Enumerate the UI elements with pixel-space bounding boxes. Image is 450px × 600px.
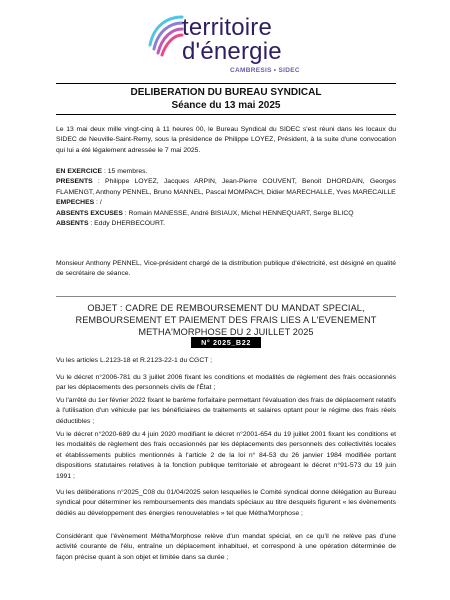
deliberation-title: DELIBERATION DU BUREAU SYNDICAL [130, 87, 322, 98]
excuses-value: : Romain MANESSE, André BISIAUX, Michel HENNEQUART, Serge BLICQ [122, 209, 354, 217]
excuses-label: ABSENTS EXCUSES [56, 209, 123, 217]
paragraph-1: Vu les articles L.2123-18 et R.2123-22-1 du CGCT ; [56, 357, 213, 364]
presents-value: : Philippe LOYEZ, Jacques ARPIN, Jean-Pierre COUVENT, Benoit DHORDAIN, Georges FLAMENGT, Anthony PENNEL, Bruno MANNEL, Pascal MOMPACH, Didier MARECHALLE, Yves MARECAILLE [56, 178, 396, 196]
logo-text-line2: d'énergie [182, 38, 282, 65]
section-divider [56, 296, 396, 297]
exercice-label: EN EXERCICE [56, 168, 103, 175]
presents-label: PRESENTS [56, 178, 93, 186]
paragraph-6: Considérant que l'évènement Métha'Morphose relève d'un mandat spécial, en ce qu'il ne relève pas d'une activité courante de l'élu, entraîne un déplacement inhabituel, et correspond à une opération déterminée de façon précise quant à son objet et limitée dans sa durée ; [56, 533, 396, 561]
session-date: Séance du 13 mai 2025 [171, 100, 281, 111]
deliberation-number-badge: N° 2025_B22 [191, 337, 261, 348]
absents-value: : Eddy DHERBECOURT. [88, 220, 166, 228]
logo-mark-icon [142, 13, 186, 57]
objet-heading: OBJET : CADRE DE REMBOURSEMENT DU MANDAT SPECIAL, REMBOURSEMENT ET PAIEMENT DES FRAIS LIES A L'EVENEMENT METHA'MORPHOSE DU 2 JUILLET 2025 [75, 303, 377, 337]
attendance-empeches [56, 198, 396, 208]
logo-text-line1: territoire [182, 14, 273, 41]
attendance-block [56, 167, 396, 229]
empeches-label: EMPECHES [56, 199, 95, 207]
logo-subtitle: CAMBRESIS • SIDEC [230, 67, 300, 74]
paragraph-5: Vu les délibérations n°2025_C08 du 01/04/2025 selon lesquelles le Comité syndical donne délégation au Bureau syndical pour déterminer les remboursements des mandats spéciaux au titre desquels figurent « les évènements dédiés au développement des énergies renouvelables » tel que Métha'Morphose ; [56, 489, 396, 517]
empeches-value: : / [94, 199, 102, 207]
paragraph-3: Vu l'arrêté du 1er février 2022 fixant le barème forfaitaire permettant l'évaluation des frais de déplacement relatifs à l'utilisation d'un véhicule par les bénéficiaires de traitements et salaires optant pour le régime des frais réels déductibles ; [56, 397, 396, 425]
logo [142, 13, 312, 75]
exercice-value: : 15 membres. [102, 168, 148, 175]
paragraph-2: Vu le décret n°2006-781 du 3 juillet 2006 fixant les conditions et modalités de règlement des frais occasionnés par les déplacements des personnels civils de l'État ; [56, 374, 396, 392]
deliberation-title-box [56, 83, 396, 115]
attendance-presents [56, 177, 396, 198]
attendance-excuses [56, 209, 396, 219]
attendance-absents [56, 219, 396, 229]
attendance-exercice [56, 167, 396, 177]
absents-label: ABSENTS [56, 220, 89, 228]
paragraph-4: Vu le décret n°2020-689 du 4 juin 2020 modifiant le décret n°2001-654 du 19 juillet 2001 fixant les conditions et les modalités de règlement des frais occasionnés par les déplacements des personnels des collectivités locales et établissements publics mentionnés à l'article 2 de la loi n° 84-53 du 26 janvier 1984 modifiée portant dispositions statutaires relatives à la fonction publique territoriale et abrogeant le décret n°91-573 du 19 juin 1991 ; [56, 431, 396, 480]
intro-paragraph: Le 13 mai deux mille vingt-cinq à 11 heures 00, le Bureau Syndical du SIDEC s'est réuni dans les locaux du SIDEC de Neuville-Saint-Remy, sous la présidence de Philippe LOYEZ, Président, à la suite d'une convocation qui lui a été légalement adressée le 7 mai 2025. [56, 126, 396, 154]
secretary-paragraph: Monsieur Anthony PENNEL, Vice-président chargé de la distribution publique d'électricité, est désigné en qualité de secrétaire de séance. [56, 260, 396, 278]
